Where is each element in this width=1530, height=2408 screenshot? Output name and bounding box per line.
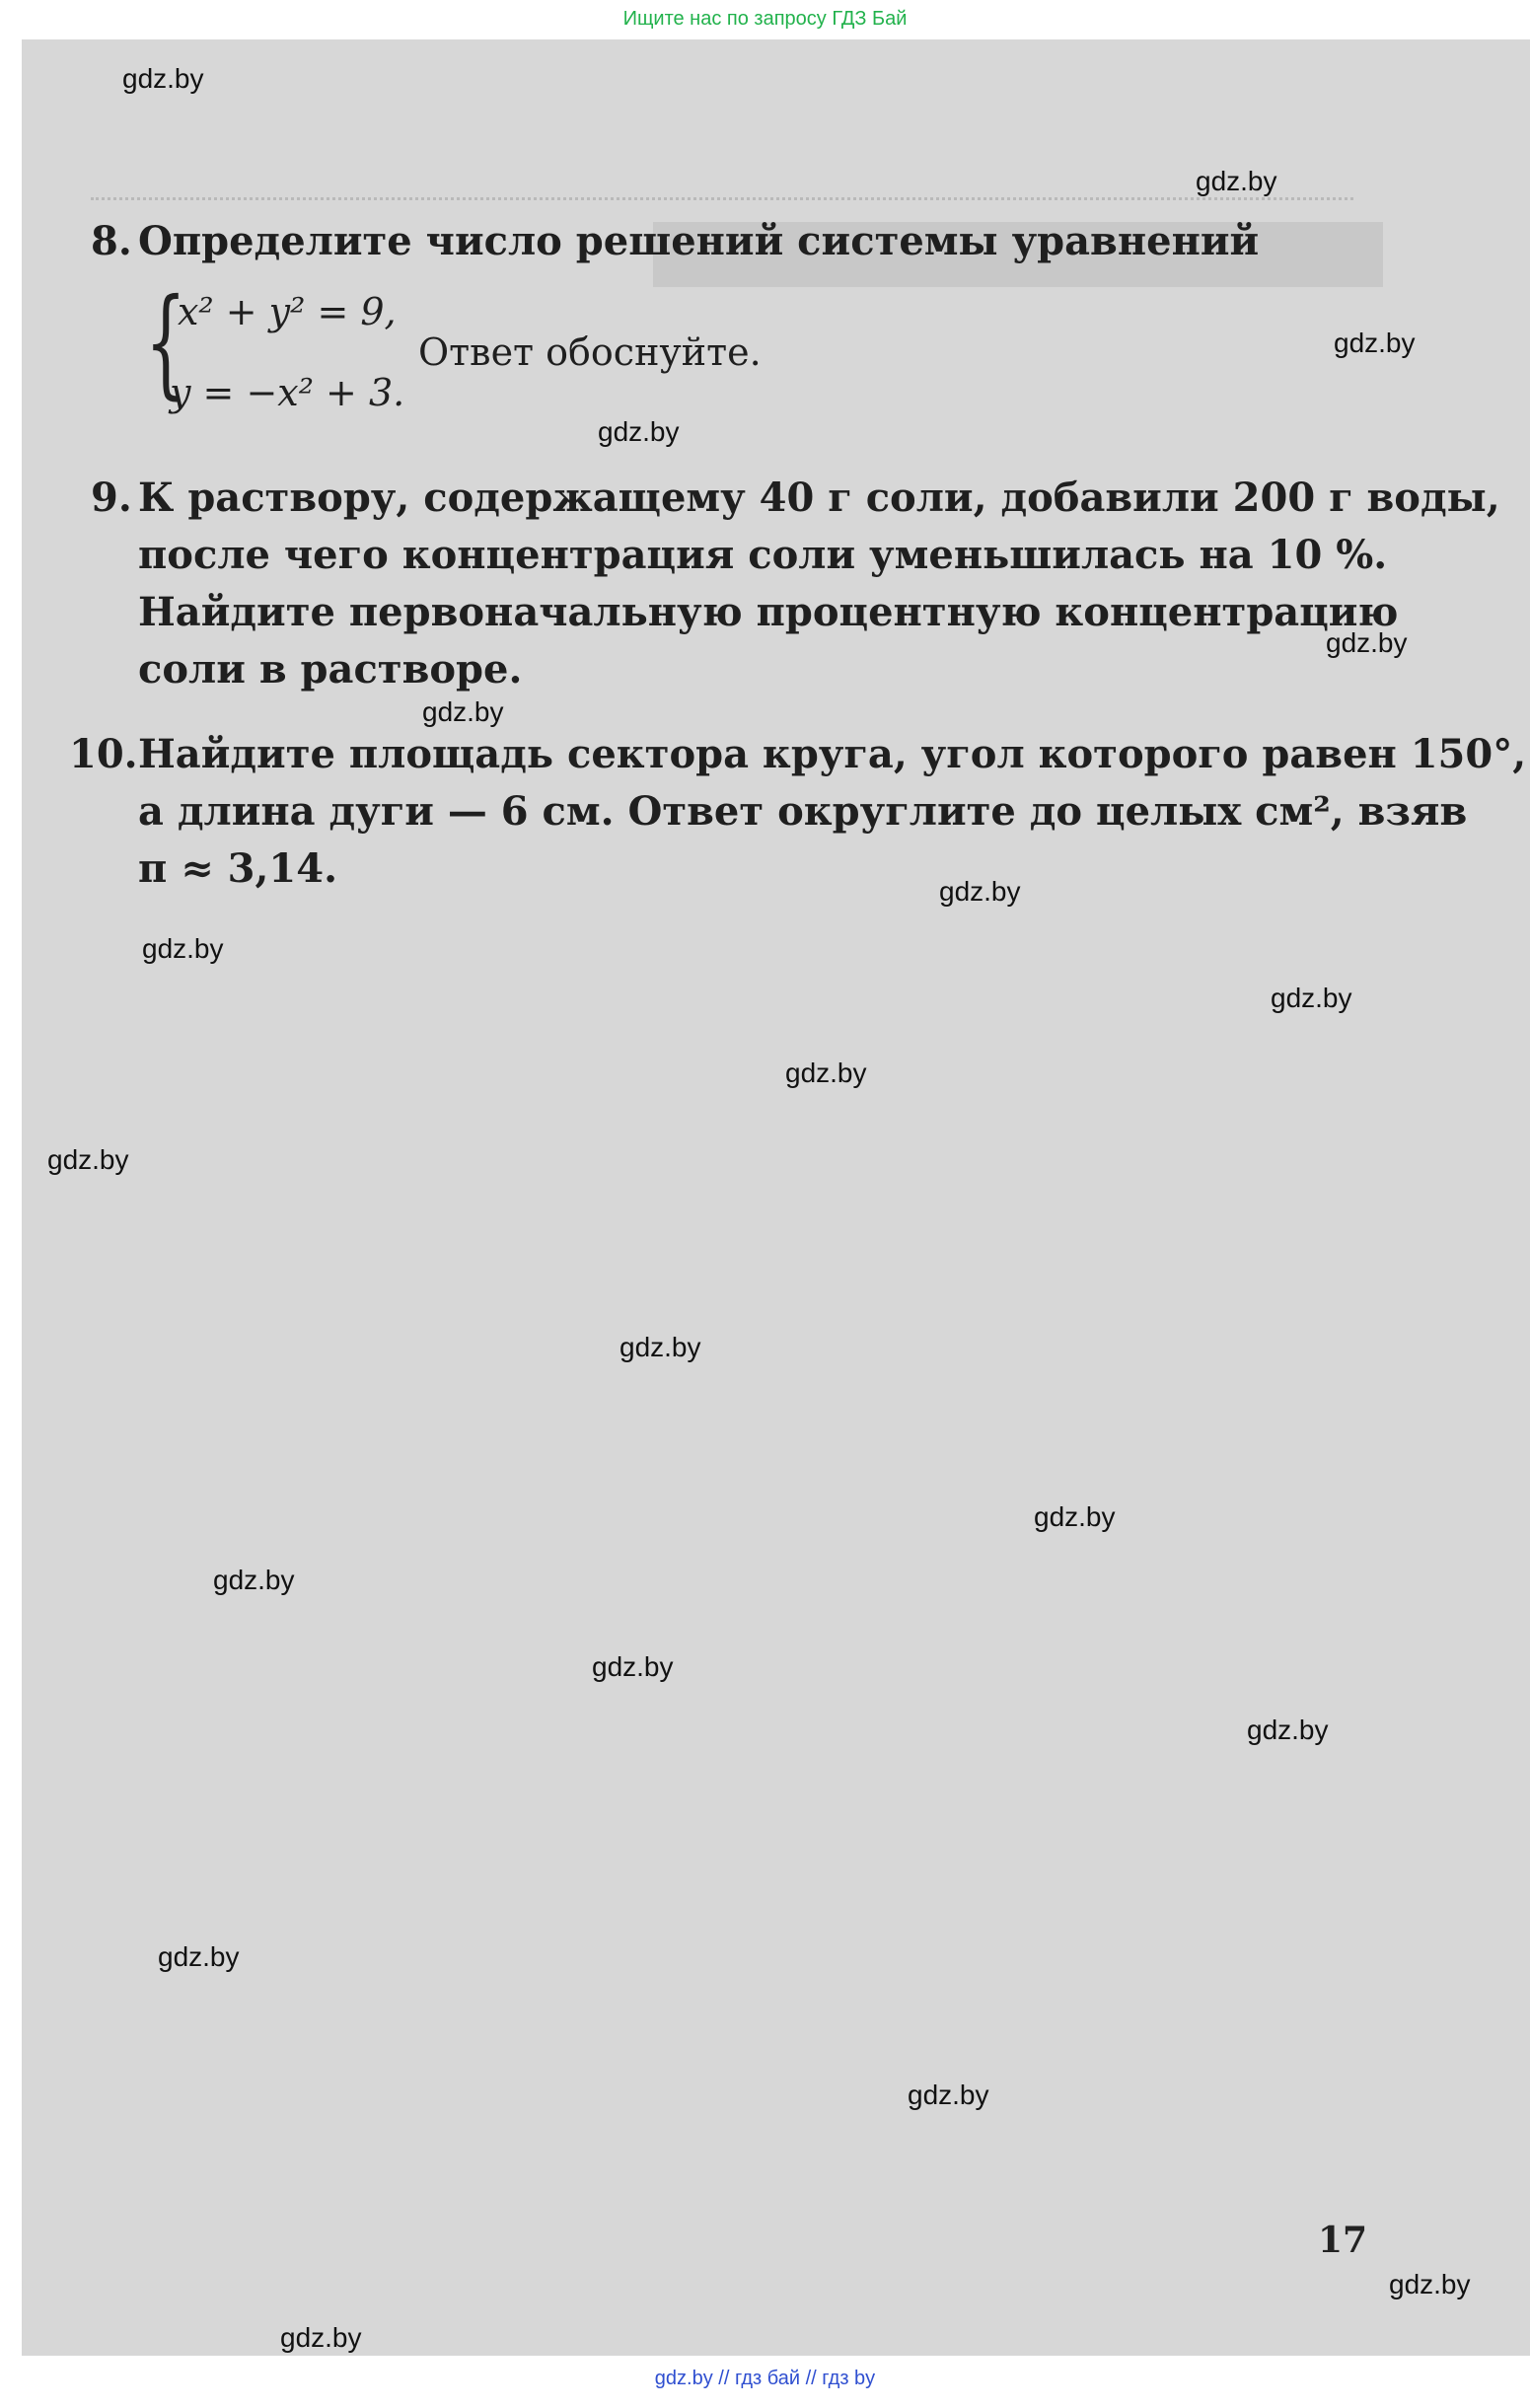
task-text-line: Определите число решений системы уравнений [138, 218, 1260, 264]
watermark: gdz.by [1334, 328, 1416, 358]
watermark: gdz.by [1326, 627, 1408, 658]
task-text-line: К раствору, содержащему 40 г соли, добавили 200 г воды, [138, 474, 1500, 521]
watermark: gdz.by [47, 1144, 129, 1175]
task-number: 9. [91, 474, 132, 521]
watermark: gdz.by [1196, 166, 1277, 196]
watermark: gdz.by [908, 2080, 989, 2110]
task-number: 10. [69, 731, 138, 777]
system-equation-1: x² + y² = 9, [178, 290, 397, 333]
watermark: gdz.by [1271, 983, 1352, 1013]
task-10 [69, 726, 1527, 904]
watermark: gdz.by [785, 1058, 867, 1088]
watermark: gdz.by [1389, 2269, 1471, 2299]
watermark: gdz.by [122, 63, 204, 94]
watermark: gdz.by [939, 876, 1021, 907]
watermark: gdz.by [598, 416, 680, 447]
answer-note: Ответ обоснуйте. [418, 330, 762, 374]
task-8 [91, 213, 1373, 272]
system-equation-2: y = −x² + 3. [170, 371, 405, 414]
system-brace: { [145, 274, 186, 411]
page-number: 17 [1318, 2220, 1368, 2261]
watermark: gdz.by [142, 933, 224, 964]
dotted-divider [91, 197, 1353, 200]
task-text-line: после чего концентрация соли уменьшилась на 10 %. [138, 532, 1388, 578]
watermark: gdz.by [1247, 1715, 1329, 1745]
task-text-line: Найдите площадь сектора круга, угол которого равен 150°, [138, 731, 1527, 777]
task-number: 8. [91, 218, 132, 264]
watermark: gdz.by [1034, 1501, 1116, 1532]
watermark: gdz.by [619, 1332, 701, 1362]
watermark: gdz.by [213, 1565, 295, 1595]
task-text-line: π ≈ 3,14. [138, 845, 337, 892]
task-9 [91, 470, 1500, 706]
watermark: gdz.by [592, 1651, 674, 1682]
watermark: gdz.by [280, 2322, 362, 2353]
task-text-line: Найдите первоначальную процентную концентрацию [138, 589, 1399, 635]
watermark: gdz.by [422, 696, 504, 727]
top-banner[interactable]: Ищите нас по запросу ГДЗ Бай [622, 8, 908, 30]
task-text-line: а длина дуги — 6 см. Ответ округлите до целых см², взяв [138, 788, 1468, 835]
watermark: gdz.by [158, 1941, 240, 1972]
footer-links[interactable]: gdz.by // гдз бай // гдз by [654, 2368, 876, 2389]
task-text-line: соли в растворе. [138, 646, 523, 693]
